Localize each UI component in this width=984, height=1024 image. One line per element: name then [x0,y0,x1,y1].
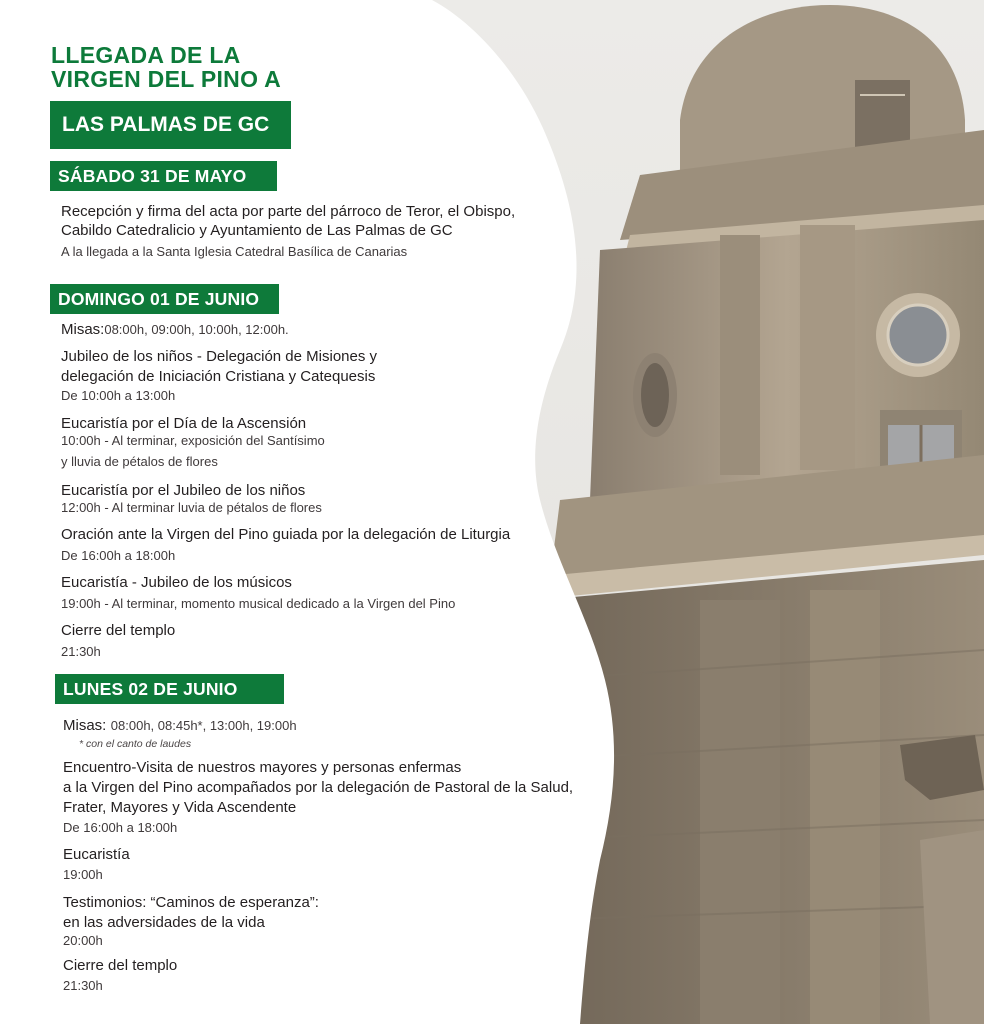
sunday-oracion-time: De 16:00h a 18:00h [61,548,176,563]
monday-cierre-time: 21:30h [63,978,103,993]
monday-cierre-title: Cierre del templo [63,957,178,974]
sunday-jubileo-ninos-time: De 10:00h a 13:00h [61,388,176,403]
sunday-ascension-title: Eucaristía por el Día de la Ascensión [61,415,307,432]
monday-encuentro-line-2: a la Virgen del Pino acompañados por la delegación de Pastoral de la Salud, [63,779,574,796]
monday-testimonios-line-2: en las adversidades de la vida [63,914,265,931]
sunday-jubileo-ninos-line-1: Jubileo de los niños - Delegación de Misiones y [61,348,378,365]
title-line-2: VIRGEN DEL PINO A [51,66,282,92]
sunday-eucaristia-ninos-detail: 12:00h - Al terminar luvia de pétalos de flores [61,500,322,515]
monday-eucaristia-title: Eucaristía [63,846,130,863]
sunday-misas-times: 08:00h, 09:00h, 10:00h, 12:00h. [104,322,289,337]
sunday-ascension-detail-2: y lluvia de pétalos de flores [61,454,218,469]
sunday-jubileo-ninos-line-2: delegación de Iniciación Cristiana y Catequesis [61,368,376,385]
day-heading-saturday: SÁBADO 31 DE MAYO [50,161,277,191]
sunday-oracion-title: Oración ante la Virgen del Pino guiada por la delegación de Liturgia [61,526,511,543]
monday-encuentro-line-3: Frater, Mayores y Vida Ascendente [63,799,297,816]
sunday-cierre-time: 21:30h [61,644,101,659]
sunday-cierre-title: Cierre del templo [61,622,176,639]
day-heading-monday: LUNES 02 DE JUNIO [55,674,284,704]
day-heading-sunday: DOMINGO 01 DE JUNIO [50,284,279,314]
sunday-musicos-title: Eucaristía - Jubileo de los músicos [61,574,292,591]
monday-encuentro-time: De 16:00h a 18:00h [63,820,178,835]
sunday-eucaristia-ninos-title: Eucaristía por el Jubileo de los niños [61,482,306,499]
monday-encuentro-line-1: Encuentro-Visita de nuestros mayores y personas enfermas [63,759,462,776]
monday-misas [63,717,297,735]
sunday-musicos-detail: 19:00h - Al terminar, momento musical dedicado a la Virgen del Pino [61,596,456,611]
title-line-1: LLEGADA DE LA [51,42,241,68]
sunday-misas-label: Misas: [61,321,105,338]
saturday-line-2: Cabildo Catedralicio y Ayuntamiento de Las Palmas de GC [61,222,453,239]
sunday-misas [61,321,289,339]
monday-eucaristia-time: 19:00h [63,867,103,882]
monday-testimonios-line-1: Testimonios: “Caminos de esperanza”: [63,894,319,911]
saturday-line-1: Recepción y firma del acta por parte del párroco de Teror, el Obispo, [61,203,516,220]
monday-testimonios-time: 20:00h [63,933,103,948]
saturday-detail: A la llegada a la Santa Iglesia Catedral Basílica de Canarias [61,244,408,259]
sunday-ascension-detail-1: 10:00h - Al terminar, exposición del Santísimo [61,433,325,448]
place-banner: LAS PALMAS DE GC [50,101,291,149]
monday-misas-note: * con el canto de laudes [79,738,192,750]
monday-misas-times: 08:00h, 08:45h*, 13:00h, 19:00h [110,718,297,733]
monday-misas-label: Misas: [63,717,107,734]
